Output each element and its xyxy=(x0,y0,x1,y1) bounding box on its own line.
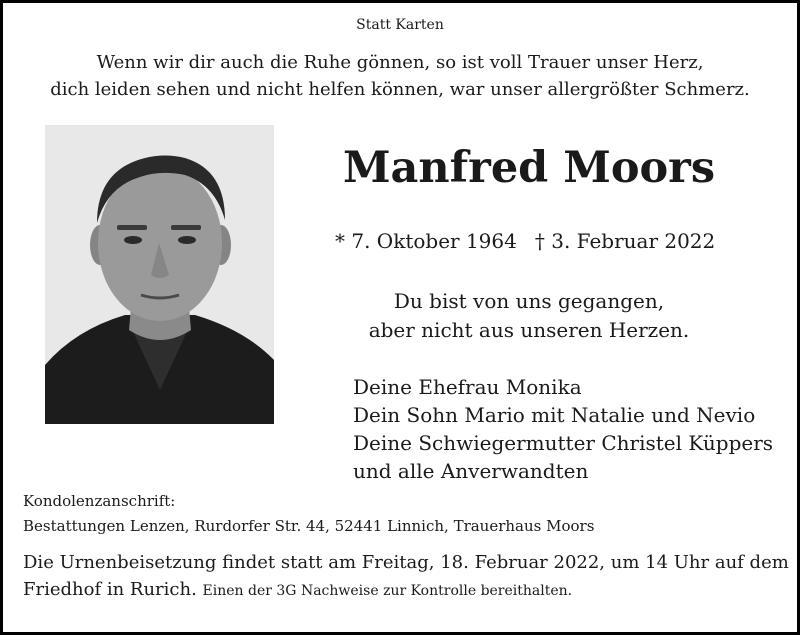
statt-karten-label: Statt Karten xyxy=(356,17,444,33)
condolence-address-text: Bestattungen Lenzen, Rurdorfer Str. 44, 52441 Linnich, Trauerhaus Moors xyxy=(23,517,595,535)
quote-line: aber nicht aus unseren Herzen. xyxy=(368,318,690,342)
mourners-list xyxy=(353,373,773,485)
condolence-label: Kondolenzanschrift: xyxy=(23,492,176,510)
mourner-line: Dein Sohn Mario mit Natalie und Nevio xyxy=(353,403,756,427)
portrait-photo xyxy=(45,125,274,424)
poem xyxy=(3,49,797,103)
portrait-image xyxy=(45,125,274,424)
funeral-info xyxy=(23,549,789,605)
mourner-line: Deine Ehefrau Monika xyxy=(353,375,582,399)
life-dates xyxy=(335,229,715,253)
funeral-line-2 xyxy=(23,576,789,605)
condolence-address xyxy=(23,489,594,539)
funeral-place: Friedhof in Rurich. xyxy=(23,579,197,600)
mourner-line: und alle Anverwandten xyxy=(353,459,589,483)
funeral-line-1: Die Urnenbeisetzung findet statt am Freitag, 18. Februar 2022, um 14 Uhr auf dem xyxy=(23,552,789,573)
poem-line: Wenn wir dir auch die Ruhe gönnen, so ist voll Trauer unser Herz, xyxy=(96,52,704,73)
covid-note: Einen der 3G Nachweise zur Kontrolle bereithalten. xyxy=(202,583,573,599)
mourner-line: Deine Schwiegermutter Christel Küppers xyxy=(353,431,774,455)
memorial-quote xyxy=(293,287,765,345)
poem-line: dich leiden sehen und nicht helfen können, war unser allergrößter Schmerz. xyxy=(50,79,750,100)
quote-line: Du bist von uns gegangen, xyxy=(393,289,665,313)
deceased-name: Manfred Moors xyxy=(342,143,716,193)
birth-date: * 7. Oktober 1964 xyxy=(335,229,517,253)
death-date: † 3. Februar 2022 xyxy=(534,229,716,253)
